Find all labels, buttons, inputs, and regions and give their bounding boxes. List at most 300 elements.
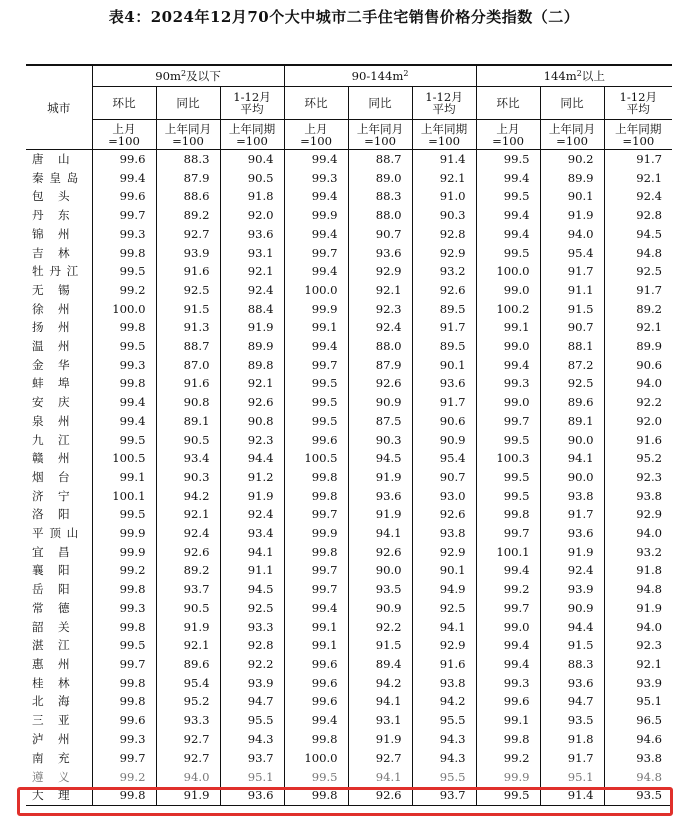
city-name: 桂 林 <box>32 675 70 690</box>
value-cell: 94.4 <box>540 618 604 637</box>
value-cell: 91.7 <box>412 318 476 337</box>
table-row <box>26 711 672 730</box>
value-cell: 99.9 <box>476 767 540 786</box>
value-cell: 91.6 <box>156 374 220 393</box>
value-cell: 99.3 <box>92 356 156 375</box>
city-cell <box>26 730 92 749</box>
value-cell: 95.5 <box>412 711 476 730</box>
table-row <box>26 674 672 693</box>
base-header-1-0: 上月 =100 <box>284 120 348 150</box>
value-cell: 90.1 <box>540 187 604 206</box>
value-cell: 93.4 <box>156 449 220 468</box>
value-cell: 99.7 <box>476 599 540 618</box>
table-title: 表4：2024年12月70个大中城市二手住宅销售价格分类指数（二） <box>108 8 580 26</box>
value-cell: 94.0 <box>604 524 672 543</box>
value-cell: 99.6 <box>284 655 348 674</box>
value-cell: 90.1 <box>412 561 476 580</box>
city-cell <box>26 580 92 599</box>
value-cell: 91.9 <box>348 730 412 749</box>
value-cell: 89.0 <box>348 169 412 188</box>
value-cell: 94.6 <box>604 730 672 749</box>
city-name: 遵 义 <box>32 769 70 784</box>
value-cell: 90.4 <box>220 150 284 169</box>
value-cell: 91.7 <box>540 262 604 281</box>
value-cell: 91.5 <box>540 636 604 655</box>
value-cell: 99.0 <box>476 618 540 637</box>
price-index-table-wrapper <box>26 64 672 806</box>
value-cell: 100.3 <box>476 449 540 468</box>
value-cell: 99.9 <box>284 206 348 225</box>
city-name: 无 锡 <box>32 282 70 297</box>
value-cell: 91.4 <box>540 786 604 805</box>
value-cell: 89.1 <box>540 412 604 431</box>
value-cell: 92.0 <box>220 206 284 225</box>
city-cell <box>26 356 92 375</box>
value-cell: 99.3 <box>284 169 348 188</box>
value-cell: 92.9 <box>412 244 476 263</box>
value-cell: 92.8 <box>220 636 284 655</box>
value-cell: 93.9 <box>604 674 672 693</box>
city-name: 宜 昌 <box>32 544 70 559</box>
value-cell: 99.8 <box>284 487 348 506</box>
city-cell <box>26 524 92 543</box>
table-row <box>26 187 672 206</box>
table-row <box>26 262 672 281</box>
table-row <box>26 244 672 263</box>
value-cell: 89.9 <box>604 337 672 356</box>
value-cell: 89.1 <box>156 412 220 431</box>
value-cell: 99.3 <box>476 674 540 693</box>
value-cell: 99.4 <box>92 169 156 188</box>
value-cell: 94.0 <box>604 374 672 393</box>
value-cell: 92.3 <box>348 300 412 319</box>
value-cell: 99.1 <box>284 636 348 655</box>
value-cell: 99.9 <box>284 524 348 543</box>
value-cell: 95.1 <box>220 767 284 786</box>
city-cell <box>26 374 92 393</box>
value-cell: 93.8 <box>540 487 604 506</box>
value-cell: 99.6 <box>92 150 156 169</box>
value-cell: 94.2 <box>348 674 412 693</box>
city-name: 九 江 <box>32 432 70 447</box>
value-cell: 99.9 <box>92 524 156 543</box>
value-cell: 95.2 <box>604 449 672 468</box>
value-cell: 99.8 <box>92 692 156 711</box>
value-cell: 99.4 <box>284 337 348 356</box>
value-cell: 87.9 <box>348 356 412 375</box>
value-cell: 91.8 <box>540 730 604 749</box>
value-cell: 99.4 <box>284 150 348 169</box>
value-cell: 99.8 <box>92 618 156 637</box>
value-cell: 93.6 <box>412 374 476 393</box>
value-cell: 90.9 <box>348 393 412 412</box>
city-name: 湛 江 <box>32 638 70 653</box>
value-cell: 92.4 <box>156 524 220 543</box>
value-cell: 99.4 <box>476 561 540 580</box>
value-cell: 99.5 <box>476 187 540 206</box>
value-cell: 90.2 <box>540 150 604 169</box>
city-name: 常 德 <box>32 600 70 615</box>
value-cell: 99.8 <box>284 730 348 749</box>
value-cell: 93.6 <box>540 674 604 693</box>
value-cell: 92.1 <box>412 169 476 188</box>
value-cell: 93.8 <box>604 749 672 768</box>
value-cell: 91.5 <box>540 300 604 319</box>
value-cell: 99.4 <box>476 206 540 225</box>
city-cell <box>26 318 92 337</box>
value-cell: 89.4 <box>348 655 412 674</box>
value-cell: 94.1 <box>348 692 412 711</box>
value-cell: 88.3 <box>348 187 412 206</box>
value-cell: 90.9 <box>348 599 412 618</box>
value-cell: 90.0 <box>348 561 412 580</box>
value-cell: 91.5 <box>348 636 412 655</box>
value-cell: 92.1 <box>604 169 672 188</box>
value-cell: 90.7 <box>540 318 604 337</box>
value-cell: 90.6 <box>604 356 672 375</box>
value-cell: 91.3 <box>156 318 220 337</box>
city-name: 济 宁 <box>32 488 70 503</box>
city-cell <box>26 468 92 487</box>
value-cell: 93.6 <box>348 244 412 263</box>
table-row <box>26 468 672 487</box>
value-cell: 95.4 <box>156 674 220 693</box>
city-cell <box>26 225 92 244</box>
sub-header-1-0: 环比 <box>284 87 348 120</box>
value-cell: 92.9 <box>412 636 476 655</box>
value-cell: 90.0 <box>540 468 604 487</box>
value-cell: 94.5 <box>348 449 412 468</box>
sub-header-0-2: 1-12月 平均 <box>220 87 284 120</box>
value-cell: 92.8 <box>412 225 476 244</box>
sub-header-2-0: 环比 <box>476 87 540 120</box>
value-cell: 87.5 <box>348 412 412 431</box>
value-cell: 91.9 <box>540 206 604 225</box>
value-cell: 93.7 <box>220 749 284 768</box>
value-cell: 92.9 <box>412 543 476 562</box>
sub-header-1-2: 1-12月 平均 <box>412 87 476 120</box>
value-cell: 100.0 <box>92 300 156 319</box>
city-cell <box>26 505 92 524</box>
value-cell: 100.1 <box>476 543 540 562</box>
base-header-row <box>26 120 672 150</box>
city-name: 赣 州 <box>32 451 70 466</box>
city-name: 惠 州 <box>32 656 70 671</box>
value-cell: 90.8 <box>220 412 284 431</box>
value-cell: 92.3 <box>604 636 672 655</box>
value-cell: 100.5 <box>284 449 348 468</box>
value-cell: 91.9 <box>348 505 412 524</box>
city-name: 秦 皇 岛 <box>32 170 79 185</box>
value-cell: 91.6 <box>156 262 220 281</box>
value-cell: 90.8 <box>156 393 220 412</box>
value-cell: 90.5 <box>156 599 220 618</box>
city-cell <box>26 543 92 562</box>
city-name: 洛 阳 <box>32 507 70 522</box>
value-cell: 99.5 <box>476 150 540 169</box>
value-cell: 99.7 <box>476 412 540 431</box>
value-cell: 94.1 <box>412 618 476 637</box>
group-header-90-144: $90-144m^2$ <box>284 65 476 87</box>
value-cell: 92.5 <box>220 599 284 618</box>
value-cell: 99.9 <box>92 543 156 562</box>
value-cell: 93.6 <box>220 786 284 805</box>
city-name: 韶 关 <box>32 619 70 634</box>
city-name: 泸 州 <box>32 731 70 746</box>
city-name: 南 充 <box>32 750 70 765</box>
table-row <box>26 561 672 580</box>
value-cell: 99.3 <box>476 374 540 393</box>
city-cell <box>26 244 92 263</box>
city-name: 平 顶 山 <box>32 526 79 541</box>
city-name: 金 华 <box>32 357 70 372</box>
table-row <box>26 393 672 412</box>
city-cell <box>26 599 92 618</box>
value-cell: 93.6 <box>348 487 412 506</box>
sub-header-0-1: 同比 <box>156 87 220 120</box>
table-row <box>26 412 672 431</box>
value-cell: 99.7 <box>92 655 156 674</box>
city-name: 温 州 <box>32 339 70 354</box>
value-cell: 91.7 <box>604 150 672 169</box>
value-cell: 88.4 <box>220 300 284 319</box>
value-cell: 90.0 <box>540 431 604 450</box>
city-name: 丹 东 <box>32 208 70 223</box>
table-header <box>26 65 672 150</box>
value-cell: 99.3 <box>92 599 156 618</box>
value-cell: 99.2 <box>476 749 540 768</box>
value-cell: 94.2 <box>156 487 220 506</box>
value-cell: 92.6 <box>156 543 220 562</box>
value-cell: 99.5 <box>284 374 348 393</box>
value-cell: 99.3 <box>92 225 156 244</box>
value-cell: 99.7 <box>284 356 348 375</box>
value-cell: 94.4 <box>220 449 284 468</box>
value-cell: 89.9 <box>540 169 604 188</box>
city-column-header: 城市 <box>26 65 92 150</box>
city-name: 岳 阳 <box>32 582 70 597</box>
value-cell: 93.8 <box>412 524 476 543</box>
value-cell: 99.8 <box>92 374 156 393</box>
value-cell: 99.4 <box>284 599 348 618</box>
table-row <box>26 655 672 674</box>
city-name: 烟 台 <box>32 469 70 484</box>
table-row <box>26 150 672 169</box>
highlight-box-dali <box>17 787 673 816</box>
value-cell: 94.3 <box>412 730 476 749</box>
value-cell: 93.0 <box>412 487 476 506</box>
value-cell: 93.8 <box>412 674 476 693</box>
base-header-2-0: 上月 =100 <box>476 120 540 150</box>
city-cell <box>26 431 92 450</box>
value-cell: 93.6 <box>220 225 284 244</box>
value-cell: 88.3 <box>540 655 604 674</box>
city-cell <box>26 674 92 693</box>
value-cell: 90.7 <box>412 468 476 487</box>
value-cell: 90.5 <box>220 169 284 188</box>
value-cell: 91.9 <box>220 318 284 337</box>
value-cell: 99.0 <box>476 337 540 356</box>
value-cell: 94.0 <box>604 618 672 637</box>
value-cell: 89.2 <box>604 300 672 319</box>
value-cell: 87.9 <box>156 169 220 188</box>
base-header-2-1: 上年同月 =100 <box>540 120 604 150</box>
value-cell: 91.4 <box>412 150 476 169</box>
value-cell: 90.3 <box>412 206 476 225</box>
table-body <box>26 150 672 806</box>
value-cell: 95.2 <box>156 692 220 711</box>
value-cell: 90.6 <box>412 412 476 431</box>
value-cell: 92.1 <box>156 505 220 524</box>
city-name: 包 头 <box>32 189 70 204</box>
value-cell: 94.0 <box>156 767 220 786</box>
value-cell: 88.0 <box>348 206 412 225</box>
value-cell: 89.5 <box>412 300 476 319</box>
value-cell: 99.1 <box>92 468 156 487</box>
value-cell: 99.7 <box>284 561 348 580</box>
value-cell: 99.8 <box>92 674 156 693</box>
value-cell: 92.4 <box>220 505 284 524</box>
value-cell: 93.8 <box>604 487 672 506</box>
base-header-2-2: 上年同期 =100 <box>604 120 672 150</box>
sub-header-0-0: 环比 <box>92 87 156 120</box>
value-cell: 94.5 <box>604 225 672 244</box>
value-cell: 92.4 <box>220 281 284 300</box>
price-index-table <box>26 64 672 806</box>
value-cell: 92.1 <box>156 636 220 655</box>
value-cell: 91.5 <box>156 300 220 319</box>
value-cell: 94.5 <box>220 580 284 599</box>
city-cell <box>26 169 92 188</box>
value-cell: 93.5 <box>604 786 672 805</box>
value-cell: 99.7 <box>284 244 348 263</box>
value-cell: 88.7 <box>348 150 412 169</box>
value-cell: 93.4 <box>220 524 284 543</box>
table-row <box>26 337 672 356</box>
value-cell: 91.7 <box>540 505 604 524</box>
value-cell: 91.7 <box>540 749 604 768</box>
value-cell: 92.1 <box>220 262 284 281</box>
table-row <box>26 300 672 319</box>
value-cell: 95.1 <box>604 692 672 711</box>
city-cell <box>26 300 92 319</box>
value-cell: 90.3 <box>156 468 220 487</box>
table-row <box>26 543 672 562</box>
value-cell: 99.5 <box>92 431 156 450</box>
city-name: 徐 州 <box>32 301 70 316</box>
value-cell: 99.5 <box>92 337 156 356</box>
value-cell: 99.4 <box>284 225 348 244</box>
value-cell: 99.7 <box>284 580 348 599</box>
value-cell: 99.4 <box>92 393 156 412</box>
group-header-over-144: $144m^2$以上 <box>476 65 672 87</box>
city-name: 蚌 埠 <box>32 376 70 391</box>
city-cell <box>26 711 92 730</box>
value-cell: 100.2 <box>476 300 540 319</box>
value-cell: 99.8 <box>92 580 156 599</box>
value-cell: 90.7 <box>348 225 412 244</box>
value-cell: 99.5 <box>476 244 540 263</box>
value-cell: 92.7 <box>156 749 220 768</box>
city-name: 牡 丹 江 <box>32 264 79 279</box>
table-row <box>26 225 672 244</box>
value-cell: 91.7 <box>412 393 476 412</box>
value-cell: 93.9 <box>220 674 284 693</box>
value-cell: 99.8 <box>476 730 540 749</box>
value-cell: 100.5 <box>92 449 156 468</box>
value-cell: 92.9 <box>604 505 672 524</box>
value-cell: 92.5 <box>156 281 220 300</box>
value-cell: 90.9 <box>412 431 476 450</box>
city-cell <box>26 618 92 637</box>
value-cell: 99.6 <box>92 711 156 730</box>
value-cell: 91.9 <box>156 618 220 637</box>
value-cell: 99.8 <box>92 318 156 337</box>
city-cell <box>26 412 92 431</box>
value-cell: 89.6 <box>540 393 604 412</box>
value-cell: 99.7 <box>476 524 540 543</box>
sub-header-1-1: 同比 <box>348 87 412 120</box>
value-cell: 93.7 <box>156 580 220 599</box>
city-name: 大 理 <box>32 787 70 802</box>
table-row <box>26 524 672 543</box>
value-cell: 99.8 <box>284 786 348 805</box>
city-cell <box>26 655 92 674</box>
value-cell: 100.0 <box>476 262 540 281</box>
value-cell: 94.3 <box>412 749 476 768</box>
base-header-0-2: 上年同期 =100 <box>220 120 284 150</box>
value-cell: 99.4 <box>284 711 348 730</box>
city-cell <box>26 393 92 412</box>
value-cell: 99.2 <box>92 767 156 786</box>
value-cell: 99.9 <box>284 300 348 319</box>
value-cell: 94.8 <box>604 767 672 786</box>
value-cell: 99.6 <box>284 431 348 450</box>
sub-header-2-1: 同比 <box>540 87 604 120</box>
city-name: 北 海 <box>32 694 70 709</box>
value-cell: 92.2 <box>220 655 284 674</box>
value-cell: 93.2 <box>604 543 672 562</box>
value-cell: 99.5 <box>92 262 156 281</box>
value-cell: 99.5 <box>92 636 156 655</box>
value-cell: 92.4 <box>604 187 672 206</box>
table-row <box>26 374 672 393</box>
table-row <box>26 692 672 711</box>
value-cell: 90.5 <box>156 431 220 450</box>
value-cell: 99.8 <box>284 543 348 562</box>
table-row <box>26 169 672 188</box>
table-row <box>26 505 672 524</box>
value-cell: 94.9 <box>412 580 476 599</box>
value-cell: 92.6 <box>412 281 476 300</box>
value-cell: 95.4 <box>412 449 476 468</box>
city-cell <box>26 187 92 206</box>
value-cell: 99.4 <box>284 262 348 281</box>
value-cell: 92.5 <box>412 599 476 618</box>
value-cell: 99.5 <box>284 767 348 786</box>
table-row <box>26 618 672 637</box>
value-cell: 89.6 <box>156 655 220 674</box>
value-cell: 90.1 <box>412 356 476 375</box>
value-cell: 91.2 <box>220 468 284 487</box>
value-cell: 99.5 <box>476 431 540 450</box>
value-cell: 95.5 <box>412 767 476 786</box>
table-row <box>26 599 672 618</box>
value-cell: 92.5 <box>604 262 672 281</box>
value-cell: 99.0 <box>476 393 540 412</box>
value-cell: 99.5 <box>476 468 540 487</box>
base-header-1-1: 上年同月 =100 <box>348 120 412 150</box>
